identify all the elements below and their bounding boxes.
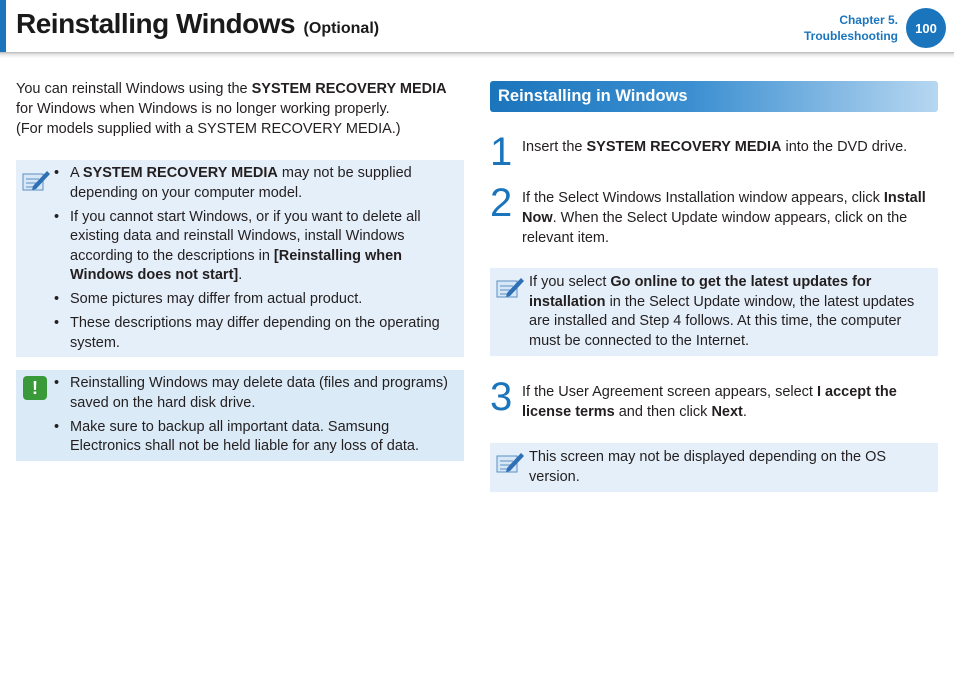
step-text <box>522 382 934 422</box>
page-title-suffix: (Optional) <box>303 20 380 37</box>
step-note-box <box>490 268 938 356</box>
bullet: • <box>54 291 60 307</box>
chapter-name: Troubleshooting <box>804 29 898 43</box>
note-pencil-icon <box>495 450 525 476</box>
list-item <box>54 164 454 203</box>
item-text: A <box>70 165 83 181</box>
note-text: in the Select Update window, the latest updates are installed and Step 4 follows. At this time, the computer must be connected to the Internet. <box>529 293 915 349</box>
step-number: 1 <box>490 130 513 174</box>
step-bold: SYSTEM RECOVERY MEDIA <box>586 139 782 155</box>
item-text: . <box>238 267 243 283</box>
page-number-badge: 100 <box>906 8 946 48</box>
intro-paragraph <box>16 79 466 139</box>
list-item <box>54 314 454 353</box>
item-text: Make sure to backup all important data. Samsung Electronics shall not be held liable for any loss of data. <box>70 418 420 454</box>
page-title-main: Reinstalling Windows <box>16 8 296 39</box>
intro-text: You can reinstall Windows using the <box>16 81 252 97</box>
list-item <box>54 374 454 413</box>
bullet: • <box>54 315 60 331</box>
chapter-number: Chapter 5. <box>839 13 898 27</box>
bullet: • <box>54 165 60 181</box>
note-box <box>16 160 464 357</box>
note-list <box>54 164 454 358</box>
item-bold: SYSTEM RECOVERY MEDIA <box>82 165 278 181</box>
bullet: • <box>54 208 60 225</box>
intro-line-2: for Windows when Windows is no longer working properly. <box>16 101 390 117</box>
note-text: If you select <box>529 274 611 290</box>
warning-box <box>16 370 464 461</box>
step-bold: I accept the license terms <box>522 384 897 420</box>
note-pencil-icon <box>21 168 51 194</box>
item-bold: [Reinstalling when Windows does not start] <box>70 247 403 283</box>
chapter-label <box>804 12 898 44</box>
note-pencil-icon <box>495 275 525 301</box>
warning-exclamation-icon: ! <box>23 376 47 400</box>
note-bold: Go online to get the latest updates for installation <box>529 274 872 310</box>
step-text <box>522 188 934 248</box>
intro-bold: SYSTEM RECOVERY MEDIA <box>251 81 447 97</box>
step-bold: Next <box>711 404 743 420</box>
step-bold: Install Now <box>522 190 926 226</box>
item-text: may not be supplied depending on your computer model. <box>70 165 412 201</box>
item-text: These descriptions may differ depending on the operating system. <box>70 315 440 351</box>
header-accent-bar <box>0 0 6 52</box>
step-text-part: Insert the <box>522 139 587 155</box>
step-text-part: into the DVD drive. <box>781 139 908 155</box>
bullet: • <box>54 375 60 391</box>
item-text: Some pictures may differ from actual product. <box>70 291 363 307</box>
header-divider <box>0 52 954 58</box>
step-text-part: If the Select Windows Installation window appears, click <box>522 190 884 206</box>
step-text-part: and then click <box>614 404 712 420</box>
step-note-text: This screen may not be displayed depending on the OS version. <box>529 449 887 485</box>
bullet: • <box>54 418 60 435</box>
step-text <box>522 137 934 157</box>
list-item <box>54 290 454 310</box>
step-number: 2 <box>490 181 513 225</box>
intro-line-3: (For models supplied with a SYSTEM RECOVERY MEDIA.) <box>16 121 401 137</box>
list-item <box>54 208 454 286</box>
step-note-text <box>529 273 930 351</box>
page-title <box>16 8 379 40</box>
step-text-part: If the User Agreement screen appears, select <box>522 384 817 400</box>
step-text-part: . <box>742 404 747 420</box>
section-heading: Reinstalling in Windows <box>490 81 938 112</box>
warning-list <box>54 374 454 461</box>
item-text: If you cannot start Windows, or if you want to delete all existing data and reinstall Windows, install Windows according to the descriptions in <box>70 208 421 264</box>
item-text: Reinstalling Windows may delete data (files and programs) saved on the hard disk drive. <box>70 375 448 411</box>
step-number: 3 <box>490 375 513 419</box>
step-text-part: . When the Select Update window appears, click on the relevant item. <box>522 210 908 246</box>
list-item <box>54 418 454 457</box>
step-note-box <box>490 443 938 492</box>
